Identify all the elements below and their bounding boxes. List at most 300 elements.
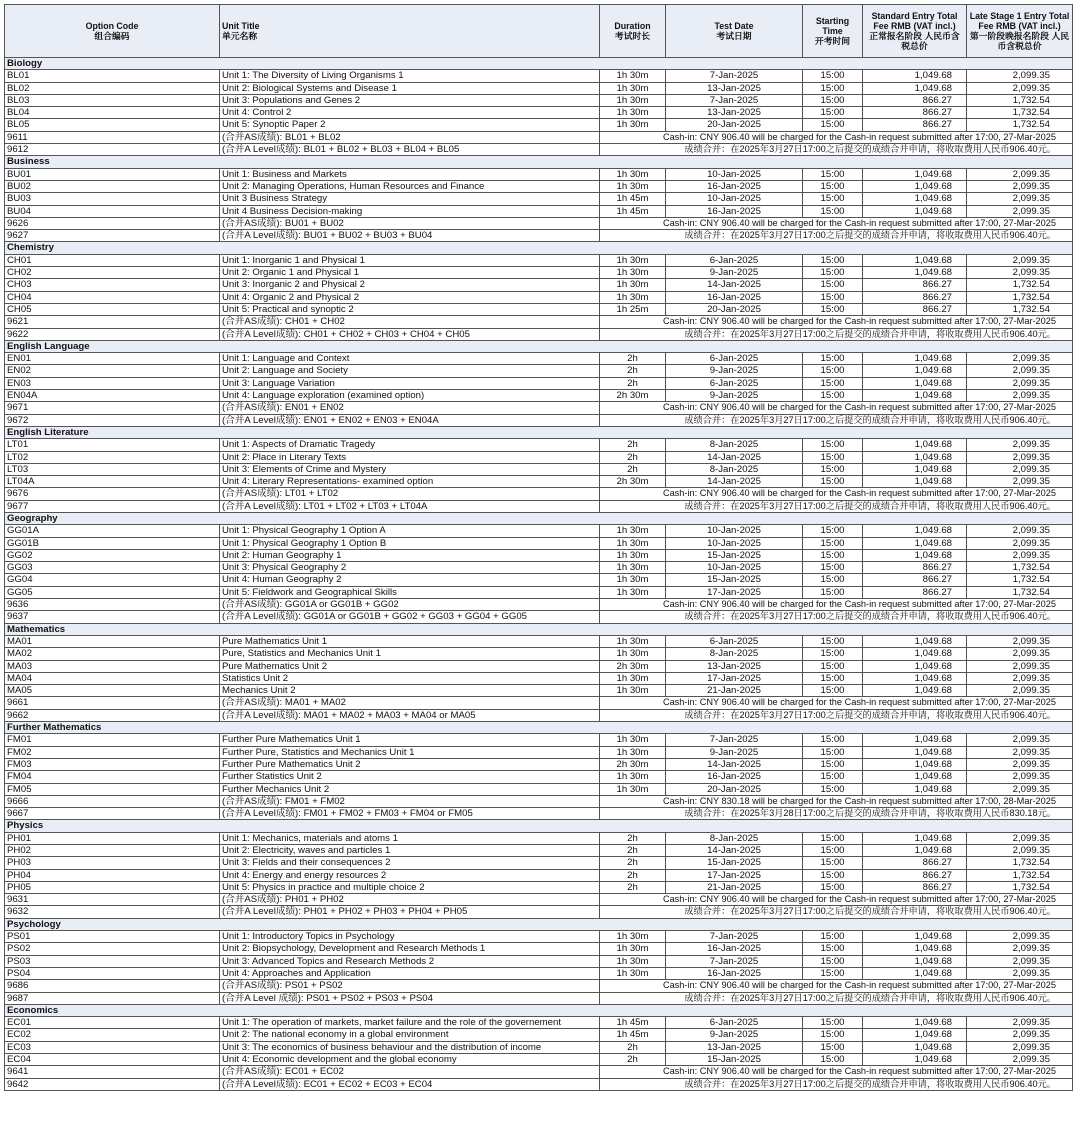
cashin-note: 成绩合并：在2025年3月28日17:00之后提交的成绩合并申请，将收取费用人民币830.18元。 [600, 808, 1073, 820]
table-row [5, 119, 1073, 131]
cashin-row [5, 808, 1073, 820]
unit-start-time: 15:00 [803, 303, 863, 315]
unit-standard-fee: 1,049.68 [863, 525, 967, 537]
unit-code: CH05 [5, 303, 220, 315]
cashin-row [5, 992, 1073, 1004]
unit-duration: 1h 30m [600, 586, 666, 598]
unit-standard-fee: 1,049.68 [863, 377, 967, 389]
unit-test-date: 13-Jan-2025 [666, 82, 803, 94]
unit-standard-fee: 866.27 [863, 291, 967, 303]
unit-duration: 1h 30m [600, 943, 666, 955]
table-row [5, 635, 1073, 647]
unit-standard-fee: 866.27 [863, 119, 967, 131]
unit-code: PH05 [5, 881, 220, 893]
unit-standard-fee: 1,049.68 [863, 1054, 967, 1066]
unit-start-time: 15:00 [803, 832, 863, 844]
cashin-row [5, 697, 1073, 709]
unit-duration: 2h [600, 439, 666, 451]
unit-duration: 1h 30m [600, 562, 666, 574]
subject-header-row [5, 722, 1073, 734]
unit-late-fee: 2,099.35 [967, 439, 1073, 451]
unit-late-fee: 2,099.35 [967, 672, 1073, 684]
unit-start-time: 15:00 [803, 635, 863, 647]
table-row [5, 672, 1073, 684]
unit-duration: 1h 30m [600, 549, 666, 561]
unit-start-time: 15:00 [803, 931, 863, 943]
unit-code: FM03 [5, 758, 220, 770]
cashin-row [5, 402, 1073, 414]
cashin-title: (合并AS成绩): LT01 + LT02 [220, 488, 600, 500]
unit-late-fee: 2,099.35 [967, 537, 1073, 549]
unit-title: Pure, Statistics and Mechanics Unit 1 [220, 648, 600, 660]
unit-late-fee: 1,732.54 [967, 107, 1073, 119]
unit-late-fee: 2,099.35 [967, 365, 1073, 377]
unit-start-time: 15:00 [803, 586, 863, 598]
cashin-note: Cash-in: CNY 906.40 will be charged for the Cash-in request submitted after 17:00, 27-Mar-2025 [600, 599, 1073, 611]
cashin-code: 9637 [5, 611, 220, 623]
unit-standard-fee: 1,049.68 [863, 648, 967, 660]
unit-title: Unit 5: Synoptic Paper 2 [220, 119, 600, 131]
unit-standard-fee: 866.27 [863, 94, 967, 106]
unit-duration: 1h 30m [600, 967, 666, 979]
unit-standard-fee: 1,049.68 [863, 746, 967, 758]
unit-duration: 1h 30m [600, 672, 666, 684]
unit-code: GG02 [5, 549, 220, 561]
unit-test-date: 10-Jan-2025 [666, 193, 803, 205]
unit-start-time: 15:00 [803, 70, 863, 82]
unit-title: Unit 1: Physical Geography 1 Option B [220, 537, 600, 549]
unit-late-fee: 2,099.35 [967, 193, 1073, 205]
cashin-title: (合并AS成绩): BL01 + BL02 [220, 131, 600, 143]
unit-title: Statistics Unit 2 [220, 672, 600, 684]
unit-test-date: 21-Jan-2025 [666, 685, 803, 697]
unit-duration: 1h 30m [600, 107, 666, 119]
unit-late-fee: 1,732.54 [967, 562, 1073, 574]
unit-standard-fee: 1,049.68 [863, 1041, 967, 1053]
table-row [5, 525, 1073, 537]
unit-standard-fee: 1,049.68 [863, 955, 967, 967]
cashin-note: Cash-in: CNY 830.18 will be charged for the Cash-in request submitted after 17:00, 28-Mar-2025 [600, 795, 1073, 807]
subject-header-row [5, 1004, 1073, 1016]
subject-name: Business [5, 156, 1073, 168]
cashin-title: (合并AS成绩): CH01 + CH02 [220, 316, 600, 328]
cashin-row [5, 709, 1073, 721]
exam-fee-table [4, 4, 1073, 1091]
unit-title: Unit 2: Managing Operations, Human Resources and Finance [220, 180, 600, 192]
unit-standard-fee: 1,049.68 [863, 967, 967, 979]
cashin-row [5, 328, 1073, 340]
table-row [5, 254, 1073, 266]
cashin-note: Cash-in: CNY 906.40 will be charged for the Cash-in request submitted after 17:00, 27-Mar-2025 [600, 980, 1073, 992]
unit-start-time: 15:00 [803, 291, 863, 303]
subject-name: Mathematics [5, 623, 1073, 635]
cashin-note: Cash-in: CNY 906.40 will be charged for the Cash-in request submitted after 17:00, 27-Mar-2025 [600, 697, 1073, 709]
unit-start-time: 15:00 [803, 180, 863, 192]
subject-name: Chemistry [5, 242, 1073, 254]
cashin-note: 成绩合并：在2025年3月27日17:00之后提交的成绩合并申请，将收取费用人民币906.40元。 [600, 992, 1073, 1004]
cashin-code: 9677 [5, 500, 220, 512]
unit-title: Unit 2: Place in Literary Texts [220, 451, 600, 463]
unit-late-fee: 2,099.35 [967, 783, 1073, 795]
unit-start-time: 15:00 [803, 168, 863, 180]
unit-start-time: 15:00 [803, 107, 863, 119]
unit-code: PH04 [5, 869, 220, 881]
table-row [5, 291, 1073, 303]
unit-title: Unit 4: Organic 2 and Physical 2 [220, 291, 600, 303]
unit-standard-fee: 1,049.68 [863, 168, 967, 180]
unit-test-date: 10-Jan-2025 [666, 168, 803, 180]
unit-title: Unit 4: Human Geography 2 [220, 574, 600, 586]
cashin-title: (合并A Level 成绩): PS01 + PS02 + PS03 + PS04 [220, 992, 600, 1004]
cashin-row [5, 414, 1073, 426]
unit-title: Unit 3 Business Strategy [220, 193, 600, 205]
unit-duration: 1h 30m [600, 931, 666, 943]
unit-late-fee: 1,732.54 [967, 119, 1073, 131]
unit-title: Pure Mathematics Unit 2 [220, 660, 600, 672]
unit-start-time: 15:00 [803, 267, 863, 279]
unit-standard-fee: 866.27 [863, 869, 967, 881]
unit-duration: 2h [600, 451, 666, 463]
unit-test-date: 16-Jan-2025 [666, 771, 803, 783]
unit-late-fee: 2,099.35 [967, 70, 1073, 82]
cashin-title: (合并A Level成绩): EN01 + EN02 + EN03 + EN04A [220, 414, 600, 426]
unit-test-date: 9-Jan-2025 [666, 267, 803, 279]
table-header [5, 5, 1073, 58]
cashin-note: 成绩合并：在2025年3月27日17:00之后提交的成绩合并申请，将收取费用人民币906.40元。 [600, 328, 1073, 340]
unit-duration: 1h 30m [600, 783, 666, 795]
unit-standard-fee: 1,049.68 [863, 685, 967, 697]
unit-standard-fee: 1,049.68 [863, 783, 967, 795]
unit-code: FM01 [5, 734, 220, 746]
unit-start-time: 15:00 [803, 82, 863, 94]
table-row [5, 586, 1073, 598]
subject-header-row [5, 512, 1073, 524]
unit-late-fee: 1,732.54 [967, 279, 1073, 291]
cashin-row [5, 611, 1073, 623]
unit-late-fee: 1,732.54 [967, 94, 1073, 106]
table-row [5, 180, 1073, 192]
cashin-note: 成绩合并：在2025年3月27日17:00之后提交的成绩合并申请，将收取费用人民币906.40元。 [600, 1078, 1073, 1090]
unit-start-time: 15:00 [803, 451, 863, 463]
unit-code: EC04 [5, 1054, 220, 1066]
unit-duration: 2h [600, 869, 666, 881]
unit-title: Unit 1: The operation of markets, market failure and the role of the governement [220, 1017, 600, 1029]
unit-late-fee: 2,099.35 [967, 254, 1073, 266]
unit-code: PS03 [5, 955, 220, 967]
unit-test-date: 13-Jan-2025 [666, 1041, 803, 1053]
unit-title: Unit 2: Biopsychology, Development and Research Methods 1 [220, 943, 600, 955]
unit-start-time: 15:00 [803, 525, 863, 537]
cashin-note: 成绩合并：在2025年3月27日17:00之后提交的成绩合并申请，将收取费用人民币906.40元。 [600, 414, 1073, 426]
unit-test-date: 8-Jan-2025 [666, 463, 803, 475]
unit-duration: 1h 30m [600, 771, 666, 783]
unit-test-date: 9-Jan-2025 [666, 390, 803, 402]
unit-standard-fee: 1,049.68 [863, 943, 967, 955]
unit-title: Unit 3: Advanced Topics and Research Methods 2 [220, 955, 600, 967]
unit-start-time: 15:00 [803, 857, 863, 869]
table-row [5, 881, 1073, 893]
cashin-code: 9662 [5, 709, 220, 721]
unit-code: BU01 [5, 168, 220, 180]
cashin-title: (合并A Level成绩): PH01 + PH02 + PH03 + PH04 + PH05 [220, 906, 600, 918]
unit-standard-fee: 1,049.68 [863, 180, 967, 192]
unit-late-fee: 2,099.35 [967, 463, 1073, 475]
unit-duration: 1h 45m [600, 205, 666, 217]
unit-title: Unit 5: Practical and synoptic 2 [220, 303, 600, 315]
subject-name: Economics [5, 1004, 1073, 1016]
unit-test-date: 16-Jan-2025 [666, 291, 803, 303]
unit-standard-fee: 1,049.68 [863, 205, 967, 217]
subject-name: Geography [5, 512, 1073, 524]
unit-late-fee: 2,099.35 [967, 1029, 1073, 1041]
unit-code: MA03 [5, 660, 220, 672]
unit-start-time: 15:00 [803, 672, 863, 684]
unit-code: CH04 [5, 291, 220, 303]
cashin-code: 9636 [5, 599, 220, 611]
cashin-code: 9612 [5, 144, 220, 156]
unit-code: BU02 [5, 180, 220, 192]
unit-start-time: 15:00 [803, 967, 863, 979]
unit-standard-fee: 1,049.68 [863, 672, 967, 684]
cashin-note: Cash-in: CNY 906.40 will be charged for the Cash-in request submitted after 17:00, 27-Mar-2025 [600, 217, 1073, 229]
unit-code: GG01A [5, 525, 220, 537]
unit-start-time: 15:00 [803, 353, 863, 365]
cashin-note: Cash-in: CNY 906.40 will be charged for the Cash-in request submitted after 17:00, 27-Mar-2025 [600, 894, 1073, 906]
unit-code: GG01B [5, 537, 220, 549]
unit-code: FM04 [5, 771, 220, 783]
unit-standard-fee: 866.27 [863, 881, 967, 893]
unit-start-time: 15:00 [803, 660, 863, 672]
table-row [5, 758, 1073, 770]
unit-title: Further Mechanics Unit 2 [220, 783, 600, 795]
cashin-note: 成绩合并：在2025年3月27日17:00之后提交的成绩合并申请，将收取费用人民币906.40元。 [600, 500, 1073, 512]
unit-test-date: 7-Jan-2025 [666, 70, 803, 82]
cashin-title: (合并AS成绩): EC01 + EC02 [220, 1066, 600, 1078]
unit-test-date: 7-Jan-2025 [666, 94, 803, 106]
unit-start-time: 15:00 [803, 390, 863, 402]
unit-title: Unit 3: Elements of Crime and Mystery [220, 463, 600, 475]
unit-test-date: 9-Jan-2025 [666, 746, 803, 758]
unit-code: FM05 [5, 783, 220, 795]
header-starting-time: Starting Time 开考时间 [803, 5, 863, 58]
header-test-date: Test Date 考试日期 [666, 5, 803, 58]
unit-standard-fee: 866.27 [863, 107, 967, 119]
unit-title: Unit 2: Language and Society [220, 365, 600, 377]
table-row [5, 574, 1073, 586]
unit-code: CH03 [5, 279, 220, 291]
cashin-title: (合并A Level成绩): FM01 + FM02 + FM03 + FM04 or FM05 [220, 808, 600, 820]
unit-test-date: 16-Jan-2025 [666, 180, 803, 192]
unit-duration: 2h [600, 857, 666, 869]
unit-late-fee: 2,099.35 [967, 648, 1073, 660]
unit-code: BU04 [5, 205, 220, 217]
unit-code: EC01 [5, 1017, 220, 1029]
unit-standard-fee: 1,049.68 [863, 758, 967, 770]
unit-test-date: 20-Jan-2025 [666, 303, 803, 315]
unit-duration: 1h 30m [600, 574, 666, 586]
cashin-note: 成绩合并：在2025年3月27日17:00之后提交的成绩合并申请，将收取费用人民币906.40元。 [600, 906, 1073, 918]
unit-duration: 1h 30m [600, 267, 666, 279]
unit-code: FM02 [5, 746, 220, 758]
unit-code: CH01 [5, 254, 220, 266]
unit-late-fee: 2,099.35 [967, 267, 1073, 279]
table-row [5, 931, 1073, 943]
unit-late-fee: 2,099.35 [967, 635, 1073, 647]
header-unit-title: Unit Title 单元名称 [220, 5, 600, 58]
unit-code: EC02 [5, 1029, 220, 1041]
cashin-title: (合并AS成绩): EN01 + EN02 [220, 402, 600, 414]
unit-code: GG03 [5, 562, 220, 574]
unit-test-date: 14-Jan-2025 [666, 845, 803, 857]
unit-duration: 2h [600, 845, 666, 857]
cashin-title: (合并AS成绩): PH01 + PH02 [220, 894, 600, 906]
unit-start-time: 15:00 [803, 1041, 863, 1053]
unit-test-date: 16-Jan-2025 [666, 967, 803, 979]
unit-start-time: 15:00 [803, 119, 863, 131]
unit-test-date: 14-Jan-2025 [666, 451, 803, 463]
table-row [5, 783, 1073, 795]
cashin-row [5, 316, 1073, 328]
table-row [5, 537, 1073, 549]
header-standard-fee: Standard Entry Total Fee RMB (VAT incl.) 正常报名阶段 人民币含税总价 [863, 5, 967, 58]
unit-late-fee: 1,732.54 [967, 881, 1073, 893]
unit-code: PS04 [5, 967, 220, 979]
unit-start-time: 15:00 [803, 845, 863, 857]
unit-standard-fee: 1,049.68 [863, 1017, 967, 1029]
unit-code: BL01 [5, 70, 220, 82]
table-row [5, 967, 1073, 979]
unit-duration: 1h 45m [600, 1029, 666, 1041]
unit-start-time: 15:00 [803, 562, 863, 574]
unit-late-fee: 2,099.35 [967, 1017, 1073, 1029]
unit-duration: 2h [600, 463, 666, 475]
unit-late-fee: 2,099.35 [967, 180, 1073, 192]
unit-title: Pure Mathematics Unit 1 [220, 635, 600, 647]
unit-code: PS02 [5, 943, 220, 955]
unit-code: GG05 [5, 586, 220, 598]
unit-late-fee: 1,732.54 [967, 303, 1073, 315]
cashin-note: Cash-in: CNY 906.40 will be charged for the Cash-in request submitted after 17:00, 27-Mar-2025 [600, 1066, 1073, 1078]
cashin-row [5, 1066, 1073, 1078]
unit-code: PS01 [5, 931, 220, 943]
unit-standard-fee: 1,049.68 [863, 771, 967, 783]
cashin-code: 9666 [5, 795, 220, 807]
unit-start-time: 15:00 [803, 758, 863, 770]
unit-code: BL05 [5, 119, 220, 131]
subject-header-row [5, 820, 1073, 832]
unit-start-time: 15:00 [803, 869, 863, 881]
unit-title: Unit 1: Business and Markets [220, 168, 600, 180]
unit-late-fee: 2,099.35 [967, 660, 1073, 672]
unit-duration: 1h 30m [600, 254, 666, 266]
unit-duration: 1h 30m [600, 685, 666, 697]
cashin-note: Cash-in: CNY 906.40 will be charged for the Cash-in request submitted after 17:00, 27-Mar-2025 [600, 488, 1073, 500]
cashin-title: (合并A Level成绩): BL01 + BL02 + BL03 + BL04 + BL05 [220, 144, 600, 156]
unit-code: EN02 [5, 365, 220, 377]
table-row [5, 685, 1073, 697]
cashin-row [5, 795, 1073, 807]
unit-title: Unit 3: Language Variation [220, 377, 600, 389]
unit-code: EC03 [5, 1041, 220, 1053]
cashin-row [5, 131, 1073, 143]
table-row [5, 660, 1073, 672]
unit-title: Unit 3: Fields and their consequences 2 [220, 857, 600, 869]
unit-start-time: 15:00 [803, 463, 863, 475]
unit-start-time: 15:00 [803, 377, 863, 389]
subject-header-row [5, 58, 1073, 70]
unit-standard-fee: 1,049.68 [863, 70, 967, 82]
unit-standard-fee: 1,049.68 [863, 734, 967, 746]
cashin-title: (合并A Level成绩): EC01 + EC02 + EC03 + EC04 [220, 1078, 600, 1090]
unit-late-fee: 2,099.35 [967, 943, 1073, 955]
unit-test-date: 15-Jan-2025 [666, 1054, 803, 1066]
cashin-title: (合并A Level成绩): MA01 + MA02 + MA03 + MA04 or MA05 [220, 709, 600, 721]
unit-code: BU03 [5, 193, 220, 205]
cashin-title: (合并A Level成绩): LT01 + LT02 + LT03 + LT04A [220, 500, 600, 512]
unit-standard-fee: 1,049.68 [863, 353, 967, 365]
unit-duration: 2h [600, 353, 666, 365]
unit-title: Unit 3: Physical Geography 2 [220, 562, 600, 574]
unit-title: Unit 5: Fieldwork and Geographical Skills [220, 586, 600, 598]
cashin-note: Cash-in: CNY 906.40 will be charged for the Cash-in request submitted after 17:00, 27-Mar-2025 [600, 131, 1073, 143]
cashin-note: Cash-in: CNY 906.40 will be charged for the Cash-in request submitted after 17:00, 27-Mar-2025 [600, 402, 1073, 414]
table-row [5, 734, 1073, 746]
unit-test-date: 7-Jan-2025 [666, 931, 803, 943]
unit-title: Unit 1: Inorganic 1 and Physical 1 [220, 254, 600, 266]
unit-late-fee: 1,732.54 [967, 291, 1073, 303]
unit-late-fee: 2,099.35 [967, 771, 1073, 783]
unit-duration: 1h 30m [600, 279, 666, 291]
unit-test-date: 20-Jan-2025 [666, 783, 803, 795]
unit-standard-fee: 1,049.68 [863, 254, 967, 266]
unit-start-time: 15:00 [803, 881, 863, 893]
unit-duration: 1h 30m [600, 180, 666, 192]
unit-test-date: 17-Jan-2025 [666, 869, 803, 881]
unit-duration: 2h [600, 1054, 666, 1066]
unit-code: GG04 [5, 574, 220, 586]
unit-standard-fee: 1,049.68 [863, 82, 967, 94]
unit-start-time: 15:00 [803, 254, 863, 266]
cashin-row [5, 906, 1073, 918]
unit-start-time: 15:00 [803, 94, 863, 106]
unit-duration: 1h 30m [600, 94, 666, 106]
cashin-row [5, 599, 1073, 611]
unit-late-fee: 1,732.54 [967, 574, 1073, 586]
unit-duration: 1h 30m [600, 648, 666, 660]
cashin-row [5, 500, 1073, 512]
unit-title: Unit 2: Organic 1 and Physical 1 [220, 267, 600, 279]
unit-start-time: 15:00 [803, 734, 863, 746]
unit-title: Unit 3: Inorganic 2 and Physical 2 [220, 279, 600, 291]
unit-standard-fee: 866.27 [863, 562, 967, 574]
unit-duration: 2h 30m [600, 758, 666, 770]
unit-late-fee: 2,099.35 [967, 845, 1073, 857]
cashin-row [5, 894, 1073, 906]
table-row [5, 390, 1073, 402]
table-row [5, 648, 1073, 660]
unit-standard-fee: 866.27 [863, 303, 967, 315]
unit-duration: 1h 30m [600, 734, 666, 746]
cashin-row [5, 980, 1073, 992]
unit-late-fee: 2,099.35 [967, 734, 1073, 746]
unit-duration: 1h 30m [600, 537, 666, 549]
unit-duration: 2h [600, 832, 666, 844]
unit-start-time: 15:00 [803, 783, 863, 795]
unit-duration: 1h 30m [600, 746, 666, 758]
unit-test-date: 15-Jan-2025 [666, 574, 803, 586]
unit-test-date: 13-Jan-2025 [666, 660, 803, 672]
unit-test-date: 14-Jan-2025 [666, 476, 803, 488]
